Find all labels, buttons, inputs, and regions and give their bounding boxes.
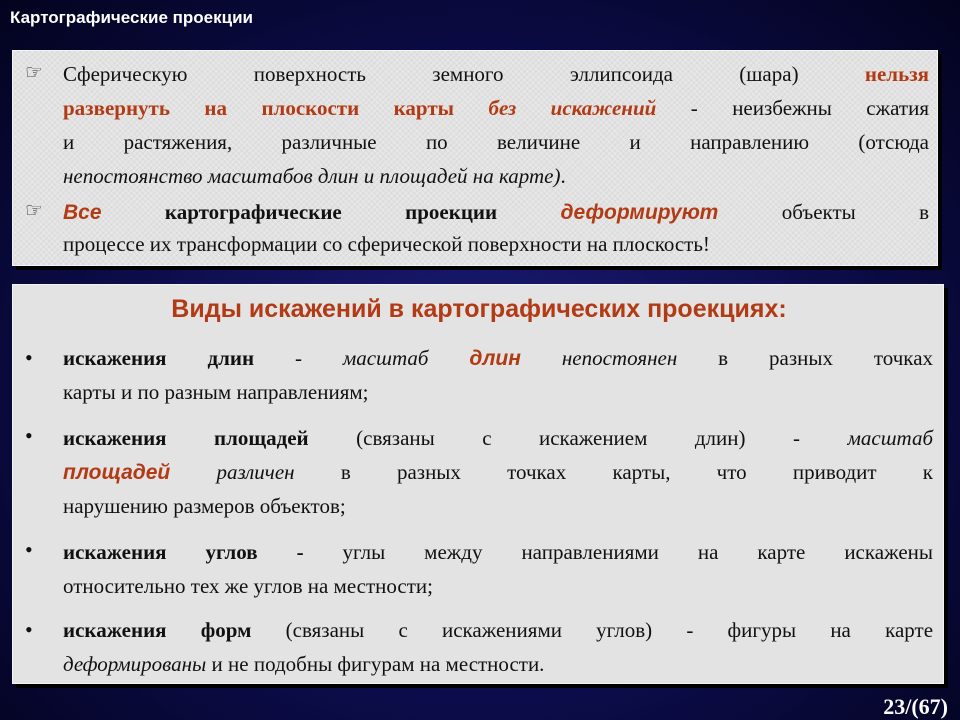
item-text: относительно тех же углов на местности; — [63, 574, 434, 598]
intro-text: объекты в — [781, 200, 930, 224]
intro-emphasis: Все — [63, 201, 102, 224]
item-text: карты и по разным направлениям; — [63, 380, 369, 404]
bullet: • — [25, 617, 33, 642]
intro-text: и растяжения, различные по величине и направлению (отсюда — [63, 130, 929, 154]
item-text: масштаб — [847, 426, 934, 450]
intro-text: . — [560, 164, 566, 188]
intro-emphasis: развернуть на плоскости карты — [63, 96, 455, 120]
item-text: непостоянен — [561, 346, 678, 370]
page-number: 23/(67) — [883, 694, 948, 719]
distortions-panel — [12, 284, 944, 684]
intro-line-3 — [63, 129, 929, 155]
item-text: масштаб — [342, 346, 429, 370]
item-text: и не подобны фигурам на местности. — [211, 652, 545, 676]
intro-line-2 — [63, 95, 929, 121]
intro-emphasis: деформируют — [560, 201, 719, 224]
list-item-cont — [63, 651, 544, 677]
item-term: искажения углов - — [63, 540, 304, 564]
item-term: искажения форм — [63, 618, 252, 642]
intro-text: непостоянство масштабов длин и площадей на карте) — [63, 164, 561, 188]
list-item — [63, 539, 933, 565]
distortions-heading: Виды искажений в картографических проекциях: — [171, 295, 787, 323]
intro-panel — [12, 50, 938, 266]
bullet: • — [25, 345, 33, 370]
item-text: - — [294, 346, 302, 370]
intro-text: Сферическую поверхность земного эллипсоида (шара) — [63, 62, 799, 86]
bullet: • — [25, 423, 33, 448]
list-item-cont — [63, 573, 433, 599]
item-emphasis: площадей — [63, 461, 171, 484]
list-item-cont — [63, 379, 368, 405]
pointing-hand-icon: ☞ — [25, 198, 43, 222]
intro-line-1 — [63, 61, 929, 87]
intro-emphasis: без искажений — [488, 96, 657, 120]
item-text: в разных точках — [718, 346, 934, 370]
list-item-cont — [63, 459, 933, 486]
item-text: (связаны с искажением длин) - — [356, 426, 800, 450]
item-term: искажения длин — [63, 346, 255, 370]
intro-text: - неизбежны сжатия — [690, 96, 929, 120]
intro-text: картографические проекции — [164, 200, 498, 224]
item-emphasis: длин — [469, 347, 521, 370]
item-text: деформированы — [63, 652, 207, 676]
item-text: в разных точках карты, что приводит к — [340, 460, 934, 484]
list-item-cont — [63, 493, 346, 519]
pointing-hand-icon: ☞ — [25, 60, 43, 84]
list-item — [63, 345, 933, 372]
intro-line-5 — [63, 199, 929, 226]
intro-text: процессе их трансформации со сферической поверхности на плоскость! — [63, 232, 710, 256]
item-text: углы между направлениями на карте искажены — [342, 540, 933, 564]
slide-title: Картографические проекции — [10, 8, 253, 27]
item-term: искажения площадей — [63, 426, 309, 450]
item-text: нарушению размеров объектов; — [63, 494, 346, 518]
item-text: (связаны с искажениями углов) - фигуры на карте — [285, 618, 934, 642]
bullet: • — [25, 537, 33, 562]
intro-line-6 — [63, 231, 710, 257]
intro-line-4 — [63, 163, 566, 189]
intro-emphasis: нельзя — [864, 62, 929, 86]
item-text: различен — [216, 460, 295, 484]
list-item — [63, 617, 933, 643]
list-item — [63, 425, 933, 451]
